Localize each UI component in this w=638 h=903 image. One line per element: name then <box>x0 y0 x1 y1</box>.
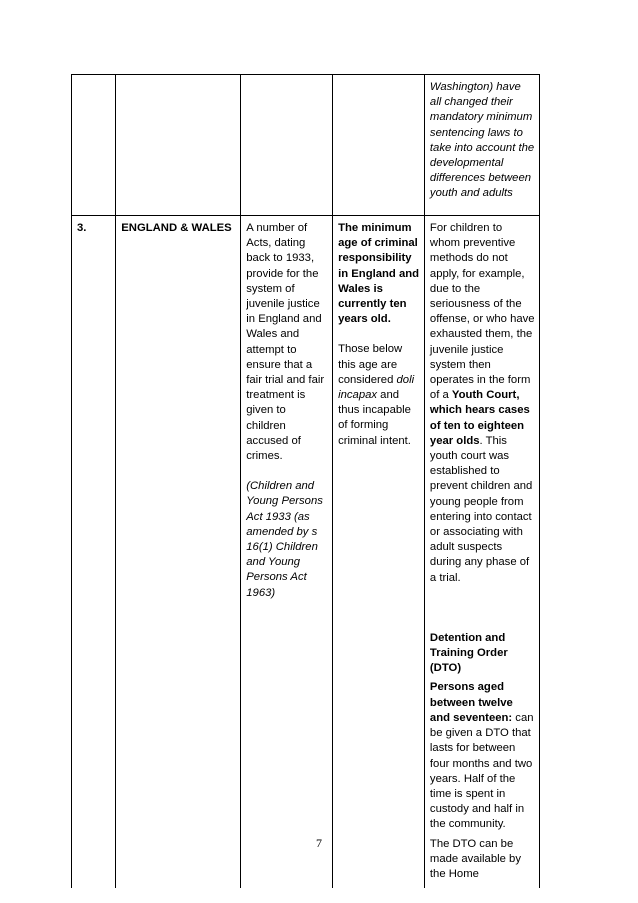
sentencing-paragraph-3: The DTO can be made available by the Home <box>429 837 521 880</box>
sentencing-paragraph-2 <box>430 680 535 832</box>
cell-empty <box>72 75 116 216</box>
legislation-text: A number of Acts, dating back to 1933, provide for the system of juvenile justice in England and Wales and attempt to ensure that a fair trial and fair treatment is given to children accused of crimes. <box>246 222 325 463</box>
continued-text: Washington) have all changed their mandatory minimum sentencing laws to take into account the developmental differences between youth and adults <box>429 81 535 200</box>
table-row <box>72 216 540 889</box>
row-number: 3. <box>77 222 87 234</box>
cell-sentencing <box>424 216 539 889</box>
dto-text: can be given a DTO that lasts for between four months and two years. Half of the time is spent in custody and half in the community. <box>429 711 534 831</box>
age-paragraph <box>338 342 420 448</box>
youth-court-text: Youth Court, which hears cases of ten to eighteen year olds <box>429 389 530 447</box>
age-italic-term: doli incapax <box>338 373 415 402</box>
cell-number <box>72 216 116 889</box>
cell-country <box>116 216 241 889</box>
cell-legislation <box>241 216 333 889</box>
dto-heading: Detention and Training Order (DTO) <box>429 631 508 675</box>
table-row <box>72 75 540 216</box>
cell-sentencing-continued <box>424 75 539 216</box>
sentencing-text: For children to whom preventive methods do not apply, for example, due to the seriousness of the offense, or who have exhausted them, the juvenile justice system then operates in the form of a <box>429 222 535 402</box>
sentencing-text-end: . This youth court was established to prevent children and young people from entering into contact or associating with adult suspects during any phase of a trial. <box>429 434 533 584</box>
age-text-end: and thus incapable of forming criminal intent. <box>338 389 411 447</box>
age-statement: The minimum age of criminal responsibility in England and Wales is currently ten years old. <box>338 222 420 326</box>
sentencing-paragraph-1 <box>430 221 535 586</box>
cell-empty <box>241 75 333 216</box>
legislation-citation: (Children and Young Persons Act 1933 (as amended by s 16(1) Children and Young Persons Act 1963) <box>246 480 323 599</box>
cell-empty <box>333 75 425 216</box>
page-number: 7 <box>316 836 322 850</box>
age-text: Those below this age are considered <box>338 343 403 386</box>
country-name: ENGLAND & WALES <box>121 222 232 234</box>
cell-empty <box>116 75 241 216</box>
cell-age <box>333 216 425 889</box>
age-group-text: Persons aged between twelve and seventeen: <box>429 681 513 724</box>
document-table <box>71 74 540 888</box>
